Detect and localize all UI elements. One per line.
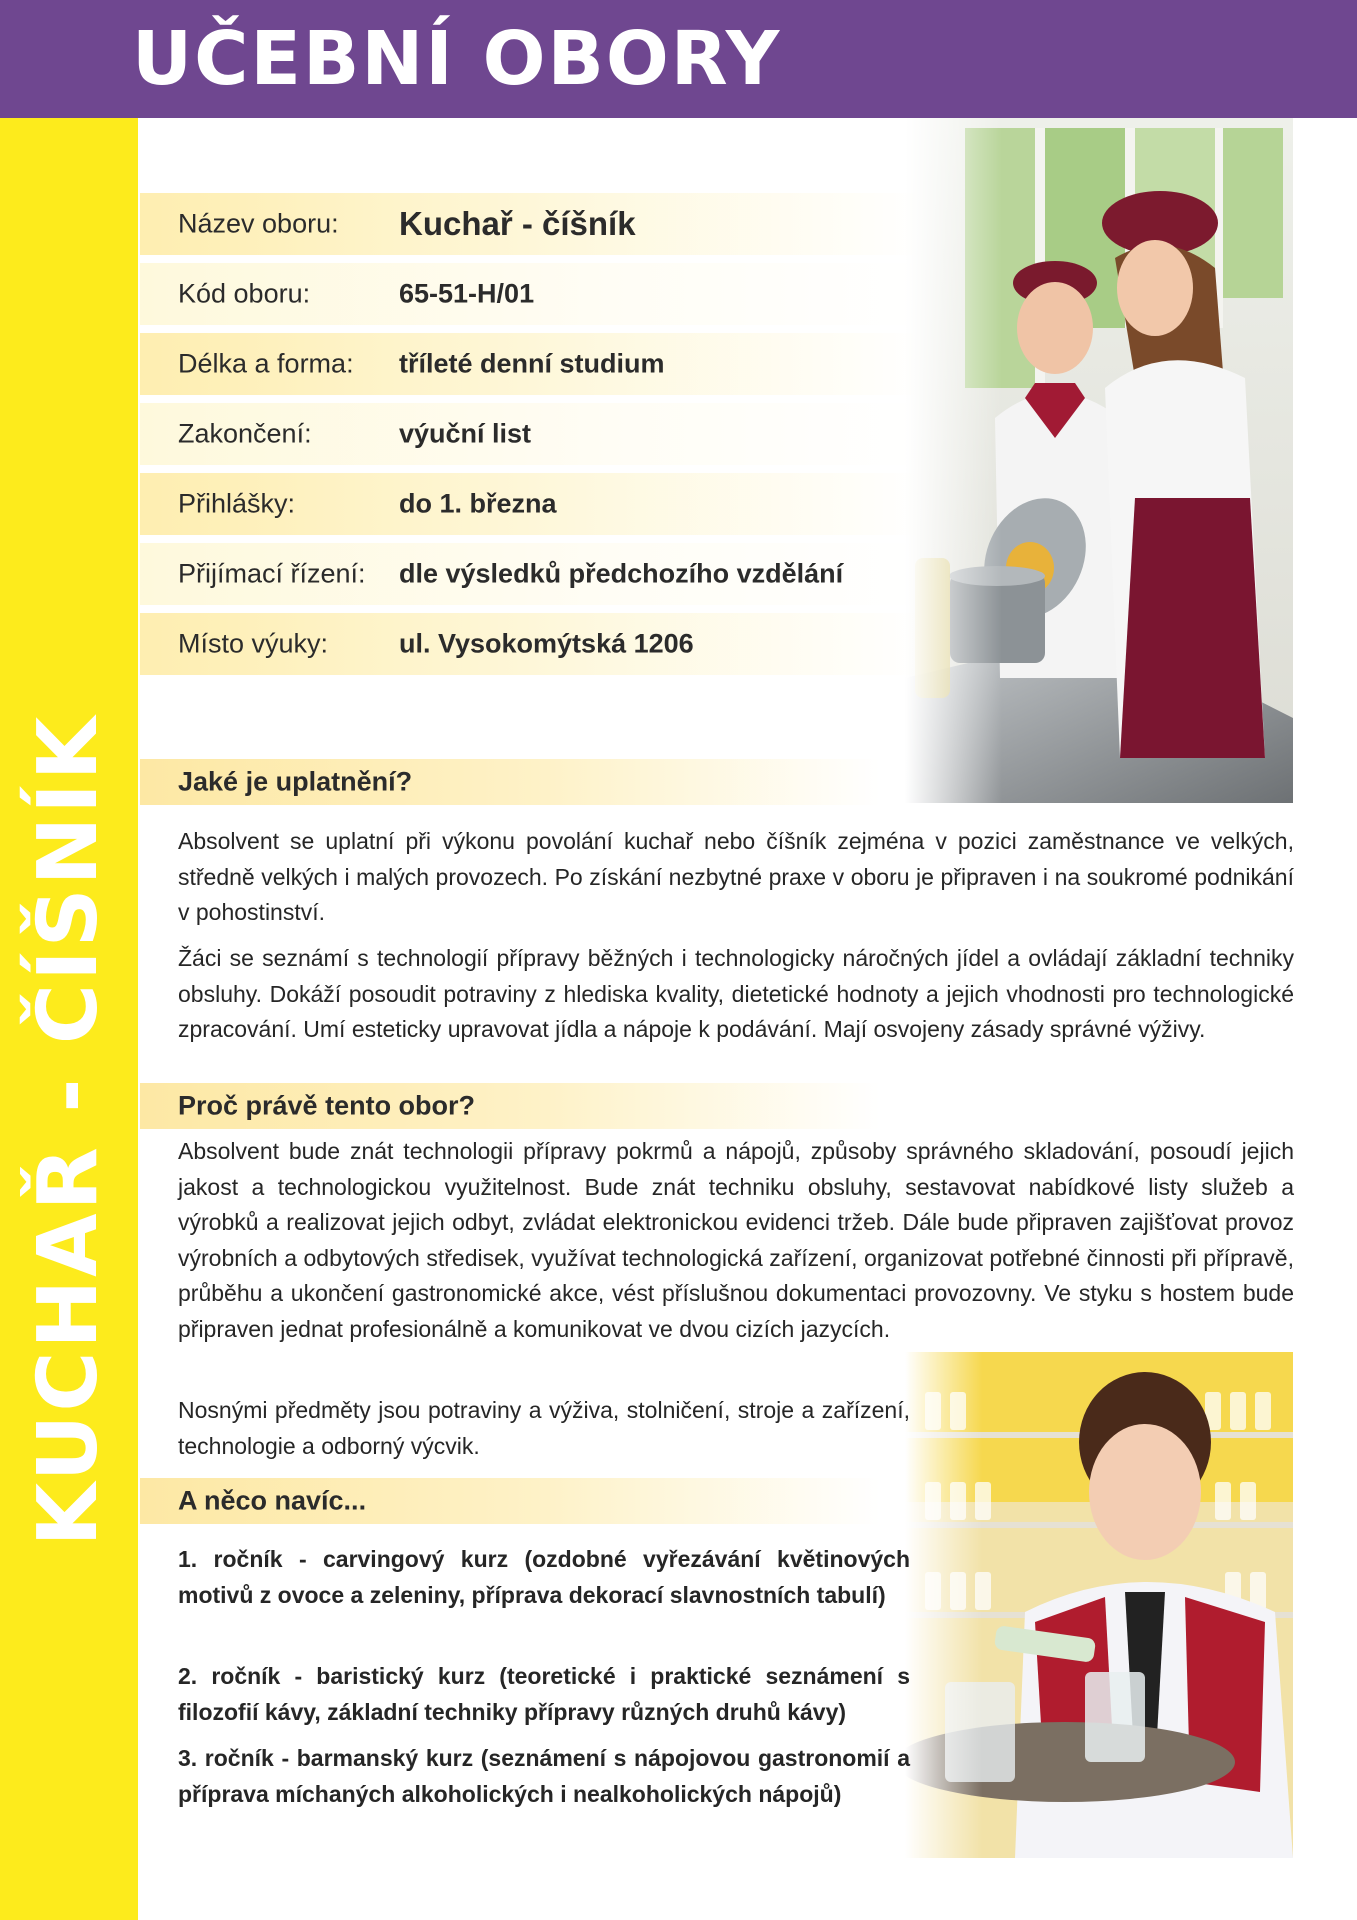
section-header-uplatneni [140,759,880,805]
info-label: Přihlášky: [178,488,296,519]
info-value: tříleté denní studium [399,348,665,379]
waitress-photo [905,1352,1293,1858]
header-band [0,0,1357,118]
info-value: dle výsledků předchozího vzdělání [399,558,844,589]
kitchen-photo [905,118,1293,803]
section-header-navic [140,1478,880,1524]
side-title: KUCHAŘ - ČÍŠNÍK [21,713,116,1547]
info-value: do 1. března [399,488,557,519]
info-label: Kód oboru: [178,278,311,309]
paragraph: Nosnými předměty jsou potraviny a výživa, stolničení, stroje a zařízení, technologie a odborný výcvik. [178,1397,910,1459]
course-item: 1. ročník - carvingový kurz (ozdobné vyřezávání květinových motivů z ovoce a zeleniny, příprava dekorací slavnostních tabulí) [178,1546,910,1608]
info-label: Přijímací řízení: [178,558,366,589]
info-label: Délka a forma: [178,348,354,379]
course-item: 2. ročník - baristický kurz (teoretické i praktické seznámení s filozofií kávy, základní techniky přípravy různých druhů kávy) [178,1663,910,1725]
paragraph: Absolvent bude znát technologii přípravy pokrmů a nápojů, způsoby správného skladování, posoudí jejich jakost a technologickou využitelnost. Bude znát techniku obsluhy, sestavovat nabídkové listy služeb a výrobků a realizovat jejich odbyt, zvládat elektronickou evidenci tržeb. Dále bude připraven zajišťovat provoz výrobních a odbytových středisek, využívat technologická zařízení, organizovat potřebné činnosti při přípravě, průběhu a ukončení gastronomické akce, vést příslušnou dokumentaci provozovny. Ve styku s hostem bude připraven jednat profesionálně a komunikovat ve dvou cizích jazycích. [178,1138,1294,1342]
info-row [140,543,920,605]
info-row [140,193,920,255]
info-row [140,473,920,535]
info-row [140,613,920,675]
paragraph: Žáci se seznámí s technologií přípravy běžných i technologicky náročných jídel a ovládají základní techniky obsluhy. Dokáží posoudit potraviny z hlediska kvality, dietetické hodnoty a jejich vhodnosti pro technologické zpracování. Umí esteticky upravovat jídla a nápoje k podávání. Mají osvojeny zásady správné výživy. [178,945,1294,1042]
side-band [0,118,138,1920]
page-title: UČEBNÍ OBORY [132,16,782,102]
info-value: ul. Vysokomýtská 1206 [399,628,694,659]
section-header-proc [140,1083,880,1129]
section-title: Jaké je uplatnění? [178,766,413,797]
paragraph: Absolvent se uplatní při výkonu povolání kuchař nebo číšník zejména v pozici zaměstnance ve velkých, středně velkých i malých provozech. Po získání nezbytné praxe v oboru je připraven i na soukromé podnikání v pohostinství. [178,828,1294,925]
course-item: 3. ročník - barmanský kurz (seznámení s nápojovou gastronomií a příprava míchaných alkoholických i nealkoholických nápojů) [178,1745,910,1807]
section-title: A něco navíc... [178,1485,367,1516]
info-label: Místo výuky: [178,628,329,659]
info-value: 65-51-H/01 [399,278,535,309]
info-row [140,403,920,465]
info-value: Kuchař - číšník [399,205,636,242]
info-label: Zakončení: [178,418,312,449]
info-value: výuční list [399,418,532,449]
section-title: Proč právě tento obor? [178,1090,476,1121]
info-label: Název oboru: [178,208,339,239]
info-row [140,333,920,395]
info-row [140,263,920,325]
